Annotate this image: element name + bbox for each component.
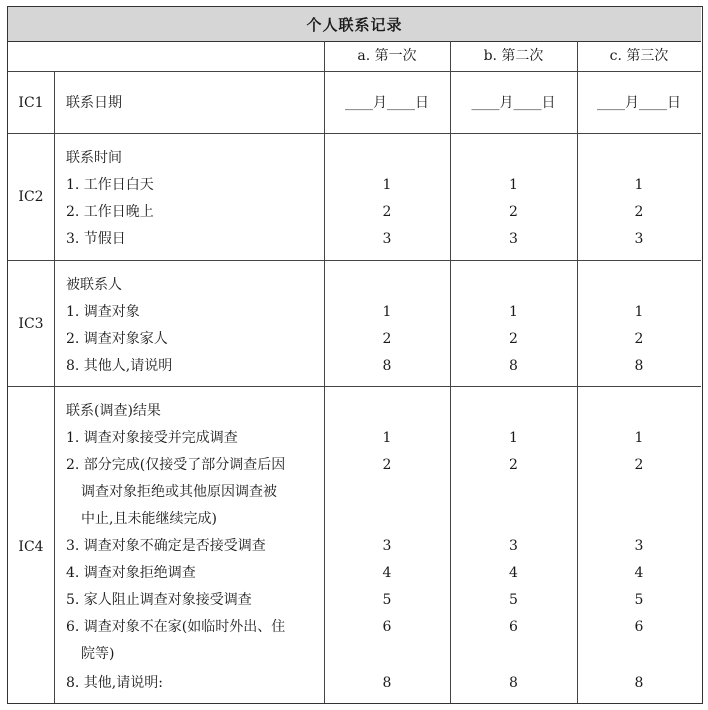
ic4-option: 3. 调查对象不确定是否接受调查: [66, 538, 266, 554]
ic4-option-continuation: 调查对象拒绝或其他原因调查被: [81, 484, 277, 500]
ic4-heading: 联系(调查)结果: [66, 403, 161, 419]
ic4-c-code[interactable]: 2: [634, 457, 644, 473]
ic4-option: 8. 其他,请说明:: [66, 675, 163, 691]
ic2-c-code[interactable]: 3: [634, 231, 644, 247]
ic3-c-code[interactable]: 8: [634, 358, 644, 374]
ic4-code: IC4: [18, 539, 44, 555]
ic3-row-divider: [8, 386, 701, 387]
ic4-a-code[interactable]: 4: [382, 565, 392, 581]
ic2-option: 3. 节假日: [66, 231, 126, 247]
ic4-a-code[interactable]: 8: [382, 675, 392, 691]
header-row-divider: [8, 71, 701, 72]
table-title: 个人联系记录: [8, 7, 701, 42]
ic3-a-code[interactable]: 8: [382, 358, 392, 374]
ic4-b-code[interactable]: 5: [509, 592, 518, 608]
ic4-a-code[interactable]: 2: [382, 457, 392, 473]
ic4-a-code[interactable]: 3: [382, 538, 392, 554]
ic1-row-divider: [8, 133, 701, 134]
ic2-row-divider: [8, 260, 701, 261]
column-header-a: a. 第一次: [357, 48, 417, 64]
ic3-option: 8. 其他人,请说明: [66, 358, 173, 374]
ic2-c-code[interactable]: 2: [634, 204, 644, 220]
ic3-b-code[interactable]: 8: [509, 358, 518, 374]
ic4-b-code[interactable]: 3: [509, 538, 518, 554]
ic4-c-code[interactable]: 4: [634, 565, 644, 581]
ic2-a-code[interactable]: 3: [382, 231, 392, 247]
ic1-date-field-b[interactable]: ____月____日: [471, 95, 556, 111]
ic4-b-code[interactable]: 4: [509, 565, 518, 581]
column-header-c: c. 第三次: [609, 48, 669, 64]
contact-record-table: [7, 6, 703, 704]
ic3-a-code[interactable]: 1: [382, 304, 392, 320]
ic2-b-code[interactable]: 1: [509, 177, 518, 193]
ic3-heading: 被联系人: [66, 277, 122, 293]
ic3-b-code[interactable]: 2: [509, 331, 518, 347]
ic1-code: IC1: [18, 95, 44, 111]
ic4-a-code[interactable]: 1: [382, 430, 392, 446]
ic3-option: 2. 调查对象家人: [66, 331, 168, 347]
ic2-a-code[interactable]: 1: [382, 177, 392, 193]
ic4-c-code[interactable]: 6: [634, 619, 644, 635]
ic4-option-continuation: 院等): [81, 646, 115, 662]
ic4-b-code[interactable]: 8: [509, 675, 518, 691]
ic4-b-code[interactable]: 6: [509, 619, 518, 635]
ic3-c-code[interactable]: 1: [634, 304, 644, 320]
ic4-option: 5. 家人阻止调查对象接受调查: [66, 592, 252, 608]
ic4-c-code[interactable]: 3: [634, 538, 644, 554]
ic1-date-field-c[interactable]: ____月____日: [597, 95, 681, 111]
ic2-option: 2. 工作日晚上: [66, 204, 154, 220]
ic1-date-field-a[interactable]: ____月____日: [345, 95, 429, 111]
ic4-option: 6. 调查对象不在家(如临时外出、住: [66, 619, 286, 635]
ic3-b-code[interactable]: 1: [509, 304, 518, 320]
ic4-b-code[interactable]: 2: [509, 457, 518, 473]
ic4-c-code[interactable]: 1: [634, 430, 644, 446]
column-header-b: b. 第二次: [483, 48, 544, 64]
ic4-option: 2. 部分完成(仅接受了部分调查后因: [66, 457, 286, 473]
ic3-code: IC3: [18, 316, 44, 332]
ic2-c-code[interactable]: 1: [634, 177, 644, 193]
ic2-b-code[interactable]: 3: [509, 231, 518, 247]
ic2-option: 1. 工作日白天: [66, 177, 154, 193]
ic4-option: 4. 调查对象拒绝调查: [66, 565, 196, 581]
ic4-a-code[interactable]: 5: [382, 592, 392, 608]
ic2-code: IC2: [18, 189, 44, 205]
ic3-option: 1. 调查对象: [66, 304, 140, 320]
ic4-c-code[interactable]: 8: [634, 675, 644, 691]
ic3-a-code[interactable]: 2: [382, 331, 392, 347]
ic1-label: 联系日期: [66, 95, 122, 111]
ic4-option: 1. 调查对象接受并完成调查: [66, 430, 238, 446]
ic4-option-continuation: 中止,且未能继续完成): [81, 511, 217, 527]
ic2-heading: 联系时间: [66, 150, 122, 166]
ic4-a-code[interactable]: 6: [382, 619, 392, 635]
ic2-a-code[interactable]: 2: [382, 204, 392, 220]
ic4-c-code[interactable]: 5: [634, 592, 644, 608]
ic4-b-code[interactable]: 1: [509, 430, 518, 446]
code-column-divider: [54, 71, 55, 703]
ic2-b-code[interactable]: 2: [509, 204, 518, 220]
ic3-c-code[interactable]: 2: [634, 331, 644, 347]
